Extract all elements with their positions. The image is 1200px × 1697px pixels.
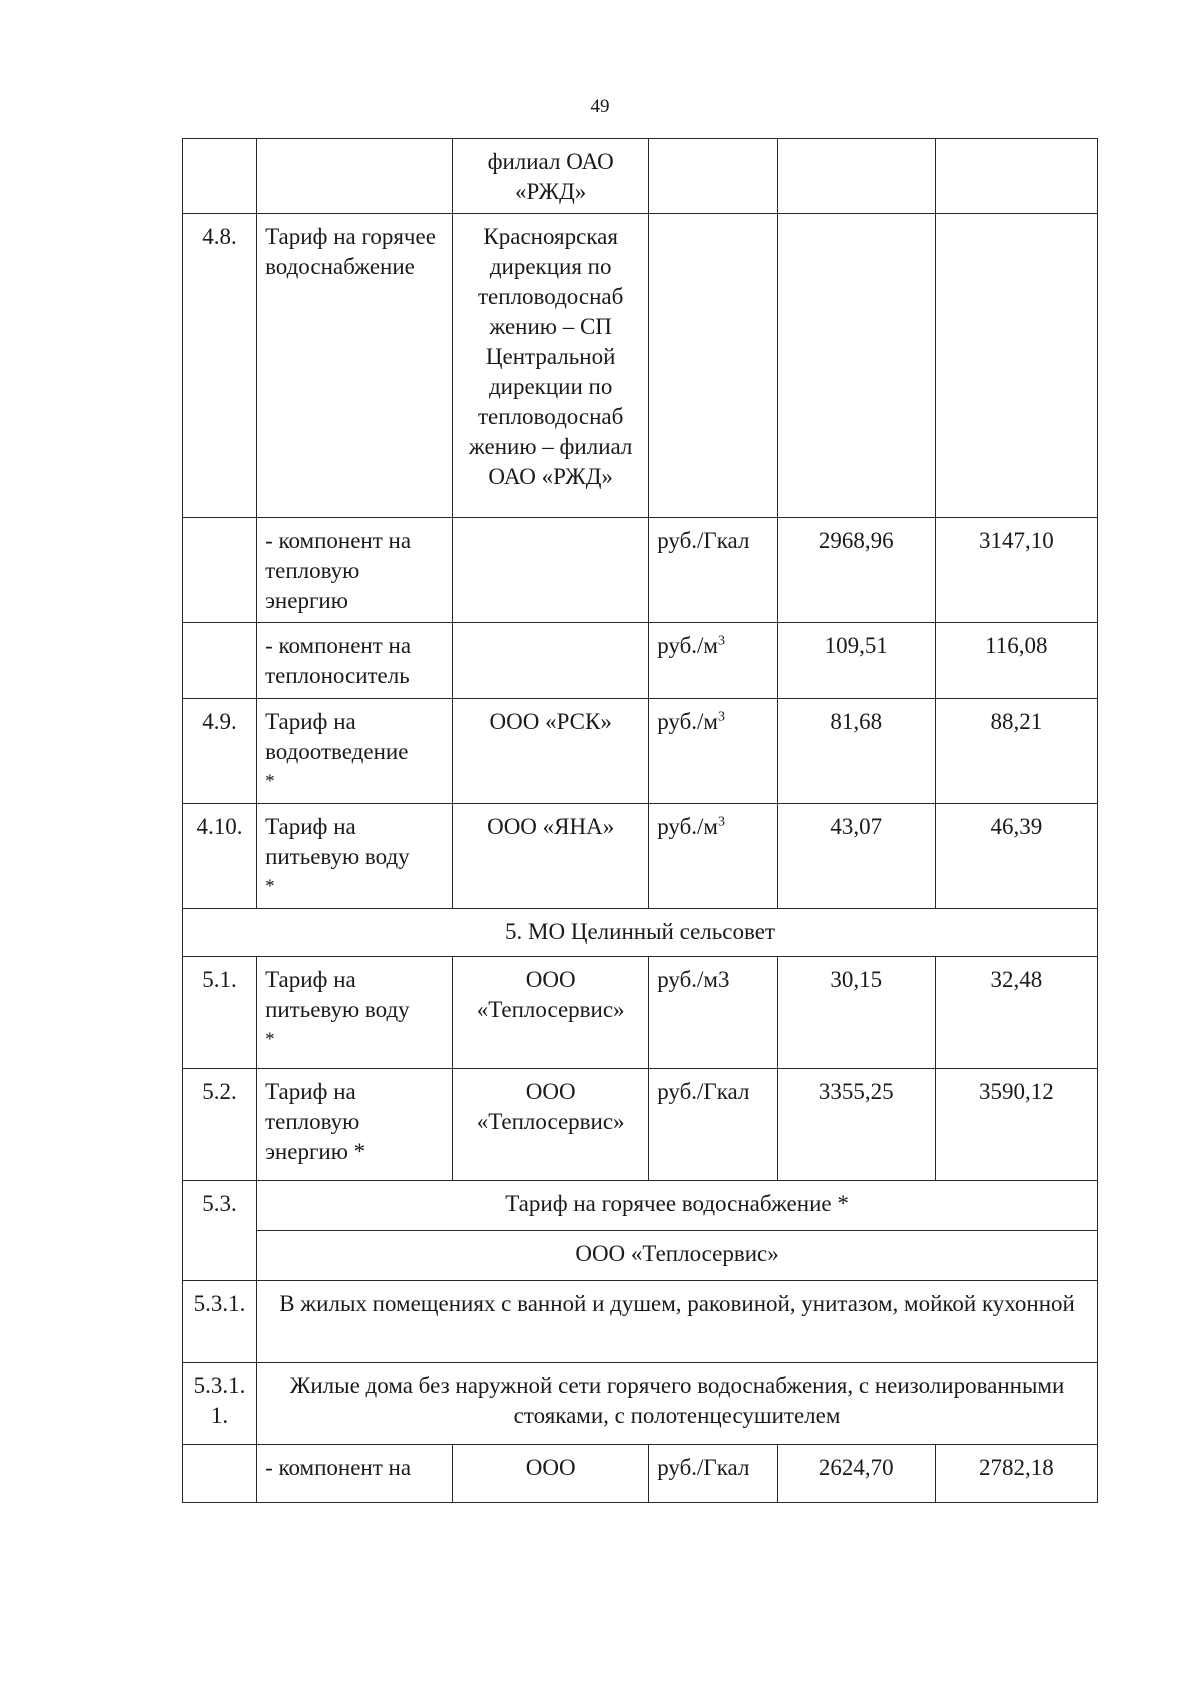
value-1: 3355,25 [777, 1069, 935, 1181]
table-row [183, 139, 1098, 214]
tariff-name: - компонент на [257, 1445, 453, 1503]
tariff-name [257, 957, 453, 1069]
row-number: 5.3.1. 1. [183, 1363, 257, 1445]
value-1: 2968,96 [777, 518, 935, 623]
unit-base: руб./м [657, 814, 718, 839]
group-title: Тариф на горячее водоснабжение * [257, 1181, 1098, 1231]
value-2: 116,08 [935, 623, 1097, 699]
unit: руб./Гкал [649, 1445, 778, 1503]
organization: ООО «Теплосервис» [453, 1069, 649, 1181]
unit-exponent: 3 [717, 709, 725, 725]
group-title: В жилых помещениях с ванной и душем, раковиной, унитазом, мойкой кухонной [257, 1281, 1098, 1363]
row-number [183, 518, 257, 623]
row-number: 5.3. [183, 1181, 257, 1281]
asterisk-mark: * [265, 1029, 275, 1050]
value-1: 43,07 [777, 804, 935, 909]
section-title: 5. МО Целинный сельсовет [183, 909, 1098, 957]
organization [453, 623, 649, 699]
value-2: 46,39 [935, 804, 1097, 909]
organization: ООО «ЯНА» [453, 804, 649, 909]
value-2: 32,48 [935, 957, 1097, 1069]
value-2: 3147,10 [935, 518, 1097, 623]
value-2 [935, 214, 1097, 518]
row-number: 5.2. [183, 1069, 257, 1181]
unit [649, 214, 778, 518]
asterisk-mark: * [265, 876, 275, 897]
unit: руб./м3 [649, 957, 778, 1069]
unit [649, 804, 778, 909]
table-row [183, 1281, 1098, 1363]
value-1: 109,51 [777, 623, 935, 699]
table-row [183, 214, 1098, 518]
tariff-name [257, 804, 453, 909]
row-number [183, 1445, 257, 1503]
table-row [183, 804, 1098, 909]
value-1 [777, 139, 935, 214]
row-number: 4.8. [183, 214, 257, 518]
value-1: 2624,70 [777, 1445, 935, 1503]
table-row [183, 1445, 1098, 1503]
row-number: 5.3.1. [183, 1281, 257, 1363]
tariff-name: - компонент на тепловую энергию [257, 518, 453, 623]
unit-base: руб./м [657, 633, 718, 658]
tariff-name: Тариф на горячее водоснабжение [257, 214, 453, 518]
tariff-name-text: Тариф на водоотведение [265, 709, 409, 764]
table-row [183, 1231, 1098, 1281]
value-2: 2782,18 [935, 1445, 1097, 1503]
table-row [183, 957, 1098, 1069]
value-2 [935, 139, 1097, 214]
page-number: 49 [590, 96, 610, 117]
tariff-name [257, 699, 453, 804]
tariff-name [257, 139, 453, 214]
organization: ООО «Теплосервис» [453, 957, 649, 1069]
table-row [183, 1069, 1098, 1181]
organization [453, 518, 649, 623]
row-number: 4.9. [183, 699, 257, 804]
value-2: 88,21 [935, 699, 1097, 804]
unit: руб./Гкал [649, 1069, 778, 1181]
organization: ООО [453, 1445, 649, 1503]
organization: Красноярская дирекция по тепловодоснаб жению – СП Центральной дирекции по тепловодоснаб жению – филиал ОАО «РЖД» [453, 214, 649, 518]
row-number: 4.10. [183, 804, 257, 909]
asterisk-mark: * [265, 771, 275, 792]
group-title: Жилые дома без наружной сети горячего водоснабжения, с неизолированными стояками, с полотенцесушителем [257, 1363, 1098, 1445]
unit [649, 623, 778, 699]
unit-exponent: 3 [717, 633, 725, 649]
value-1: 81,68 [777, 699, 935, 804]
unit: руб./Гкал [649, 518, 778, 623]
organization: филиал ОАО «РЖД» [453, 139, 649, 214]
group-organization: ООО «Теплосервис» [257, 1231, 1098, 1281]
table-row [183, 1181, 1098, 1231]
section-row [183, 909, 1098, 957]
tariff-name-text: Тариф на питьевую воду [265, 814, 410, 869]
unit [649, 699, 778, 804]
value-1: 30,15 [777, 957, 935, 1069]
row-number: 5.1. [183, 957, 257, 1069]
tariff-name: Тариф на тепловую энергию * [257, 1069, 453, 1181]
tariff-table [182, 138, 1098, 1503]
row-number [183, 139, 257, 214]
table-row [183, 699, 1098, 804]
table-row [183, 1363, 1098, 1445]
organization: ООО «РСК» [453, 699, 649, 804]
row-number [183, 623, 257, 699]
unit-exponent: 3 [717, 814, 725, 830]
table-row [183, 623, 1098, 699]
table-row [183, 518, 1098, 623]
tariff-name-text: Тариф на питьевую воду [265, 967, 410, 1022]
unit [649, 139, 778, 214]
unit-base: руб./м [657, 709, 718, 734]
value-2: 3590,12 [935, 1069, 1097, 1181]
value-1 [777, 214, 935, 518]
tariff-name: - компонент на теплоноситель [257, 623, 453, 699]
